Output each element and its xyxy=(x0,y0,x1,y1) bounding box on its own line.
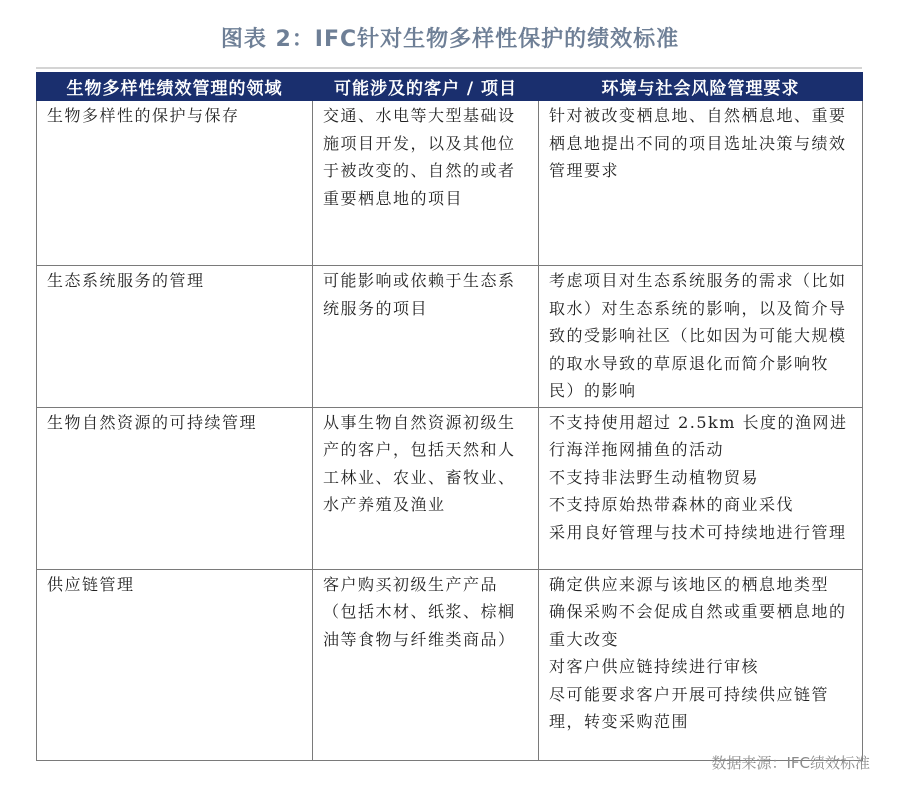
requirements-cell xyxy=(539,407,863,569)
requirement-item: 采用良好管理与技术可持续地进行管理 xyxy=(549,522,847,542)
requirement-item: 针对被改变栖息地、自然栖息地、重要栖息地提出不同的项目选址决策与绩效管理要求 xyxy=(549,106,847,180)
requirement-item: 考虑项目对生态系统服务的需求（比如取水）对生态系统的影响，以及简介导致的受影响社区（比如因为可能大规模的取水导致的草原退化而简介影响牧民）的影响 xyxy=(549,271,847,400)
table-row xyxy=(37,569,863,760)
header-domain: 生物多样性绩效管理的领域 xyxy=(37,73,313,101)
domain-cell: 供应链管理 xyxy=(37,569,313,760)
table-row xyxy=(37,101,863,266)
requirements-cell xyxy=(539,101,863,266)
table-row xyxy=(37,266,863,408)
domain-cell: 生物多样性的保护与保存 xyxy=(37,101,313,266)
header-clients: 可能涉及的客户 / 项目 xyxy=(313,73,539,101)
ifc-standards-table xyxy=(36,72,863,761)
clients-cell: 从事生物自然资源初级生产的客户，包括天然和人工林业、农业、畜牧业、水产养殖及渔业 xyxy=(313,407,539,569)
domain-cell: 生物自然资源的可持续管理 xyxy=(37,407,313,569)
requirement-item: 对客户供应链持续进行审核 xyxy=(549,657,760,676)
table-header-row xyxy=(37,73,863,101)
clients-cell: 客户购买初级生产产品（包括木材、纸浆、棕榈油等食物与纤维类商品） xyxy=(313,569,539,760)
clients-cell: 交通、水电等大型基础设施项目开发，以及其他位于被改变的、自然的或者重要栖息地的项目 xyxy=(313,101,539,266)
table-row xyxy=(37,407,863,569)
requirements-cell xyxy=(539,569,863,760)
domain-cell: 生态系统服务的管理 xyxy=(37,266,313,408)
figure-title: 图表 2：IFC针对生物多样性保护的绩效标准 xyxy=(220,27,680,52)
source-note: 数据来源：IFC绩效标准 xyxy=(711,754,870,772)
title-divider xyxy=(36,67,862,69)
requirements-cell xyxy=(539,266,863,408)
requirement-item: 尽可能要求客户开展可持续供应链管理，转变采购范围 xyxy=(549,684,830,731)
requirement-item: 确保采购不会促成自然或重要栖息地的重大改变 xyxy=(549,602,847,649)
requirement-item: 不支持非法野生动植物贸易 xyxy=(549,467,760,487)
requirement-item: 确定供应来源与该地区的栖息地类型 xyxy=(549,574,830,594)
clients-cell: 可能影响或依赖于生态系统服务的项目 xyxy=(313,266,539,408)
requirement-item: 不支持原始热带森林的商业采伐 xyxy=(549,495,795,514)
header-requirements: 环境与社会风险管理要求 xyxy=(539,73,863,101)
requirement-item: 不支持使用超过 2.5km 长度的渔网进行海洋拖网捕鱼的活动 xyxy=(549,412,848,459)
